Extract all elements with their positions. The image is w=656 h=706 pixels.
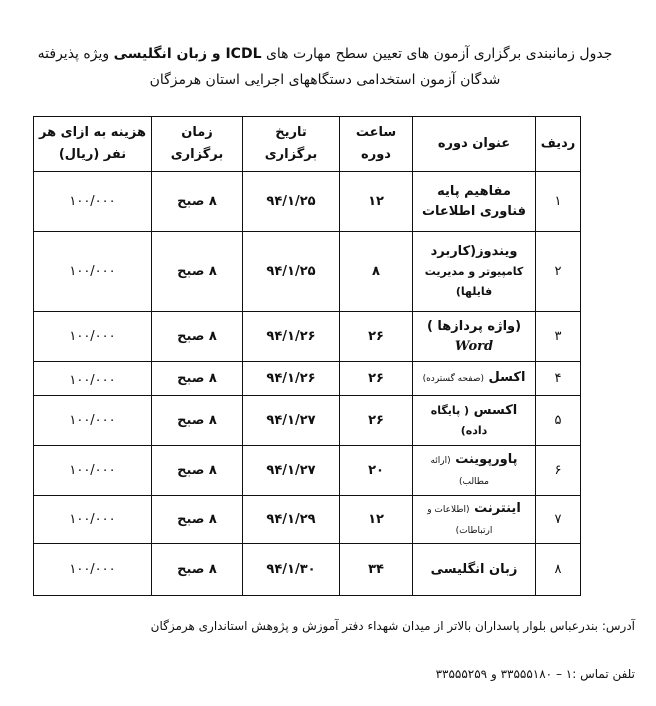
course-hours: ۳۴ [340, 544, 413, 596]
document-title-line-1 [20, 44, 630, 64]
course-cost: ۱۰۰/۰۰۰ [34, 232, 152, 312]
course-cost: ۱۰۰/۰۰۰ [34, 446, 152, 496]
table-row [34, 544, 581, 596]
course-cost: ۱۰۰/۰۰۰ [34, 312, 152, 362]
course-hours: ۱۲ [340, 172, 413, 232]
course-title: (واژه پردازها ) [426, 318, 522, 334]
header-course-hours: ساعت دوره [340, 117, 413, 172]
header-row-number: ردیف [536, 117, 581, 172]
course-title: ویندوز(کاربرد [430, 243, 518, 259]
course-title-note: (صفحه گسترده) [422, 374, 485, 384]
course-title-cell [413, 396, 536, 446]
row-number: ۸ [536, 544, 581, 596]
course-hours: ۲۶ [340, 396, 413, 446]
table-row [34, 362, 581, 396]
document-title-line-2: شدگان آزمون استخدامی دستگاههای اجرایی استان هرمزگان [149, 72, 501, 88]
course-hours: ۲۶ [340, 312, 413, 362]
course-time: ۸ صبح [152, 362, 243, 396]
row-number: ۱ [536, 172, 581, 232]
course-hours: ۸ [340, 232, 413, 312]
course-hours: ۲۰ [340, 446, 413, 496]
course-title-note: کامپیوتر و مدیریت فایلها) [424, 264, 524, 298]
course-date: ۹۴/۱/۲۶ [243, 312, 340, 362]
course-title: پاورپوینت [455, 451, 518, 467]
course-title: مفاهیم پایه فناوری اطلاعات [413, 172, 536, 232]
table-row [34, 312, 581, 362]
course-date: ۹۴/۱/۲۹ [243, 496, 340, 544]
course-time: ۸ صبح [152, 396, 243, 446]
table-row [34, 232, 581, 312]
course-cost: ۱۰۰/۰۰۰ [34, 496, 152, 544]
course-title: اکسس [473, 402, 518, 418]
course-cost: ۱۰۰/۰۰۰ [34, 362, 152, 396]
course-cost: ۱۰۰/۰۰۰ [34, 172, 152, 232]
header-date: تاریخ برگزاری [243, 117, 340, 172]
table-row [34, 496, 581, 544]
phone-text: تلفن تماس :۱ – ۳۳۵۵۵۱۸۰ و ۳۳۵۵۵۲۵۹ [435, 667, 635, 681]
title-text-part-1: جدول زمانبندی برگزاری آزمون های تعیین سطح مهارت های [265, 46, 613, 62]
table-row [34, 396, 581, 446]
course-date: ۹۴/۱/۳۰ [243, 544, 340, 596]
table-header-row [34, 117, 581, 172]
header-course-title: عنوان دوره [413, 117, 536, 172]
course-title-cell [413, 446, 536, 496]
course-cost: ۱۰۰/۰۰۰ [34, 544, 152, 596]
course-date: ۹۴/۱/۲۷ [243, 396, 340, 446]
course-time: ۸ صبح [152, 496, 243, 544]
course-date: ۹۴/۱/۲۵ [243, 232, 340, 312]
course-title: زبان انگلیسی [413, 544, 536, 596]
course-title: اکسل [488, 370, 526, 385]
course-hours: ۱۲ [340, 496, 413, 544]
row-number: ۷ [536, 496, 581, 544]
course-date: ۹۴/۱/۲۷ [243, 446, 340, 496]
course-date: ۹۴/۱/۲۶ [243, 362, 340, 396]
address-text: آدرس: بندرعباس بلوار پاسداران بالاتر از میدان شهداء دفتر آموزش و پژوهش استانداری هرمزگان [150, 619, 635, 633]
course-title-cell [413, 362, 536, 396]
course-time: ۸ صبح [152, 312, 243, 362]
course-hours: ۲۶ [340, 362, 413, 396]
course-title-note: ( پایگاه داده) [430, 403, 488, 437]
header-cost: هزینه به ازای هر نفر (ریال) [34, 117, 152, 172]
table-row [34, 446, 581, 496]
course-time: ۸ صبح [152, 544, 243, 596]
course-title-cell [413, 496, 536, 544]
course-title-cell [413, 232, 536, 312]
course-time: ۸ صبح [152, 172, 243, 232]
course-cost: ۱۰۰/۰۰۰ [34, 396, 152, 446]
row-number: ۳ [536, 312, 581, 362]
course-title-note: (ارائه مطالب) [430, 455, 490, 487]
course-time: ۸ صبح [152, 446, 243, 496]
course-title: اینترنت [474, 500, 521, 516]
row-number: ۵ [536, 396, 581, 446]
course-date: ۹۴/۱/۲۵ [243, 172, 340, 232]
course-title-note: Word [454, 338, 494, 354]
table-row [34, 172, 581, 232]
schedule-table [33, 116, 581, 596]
title-text-bold: ICDL و زبان انگلیسی [113, 46, 262, 62]
header-time: زمان برگزاری [152, 117, 243, 172]
row-number: ۶ [536, 446, 581, 496]
title-text-part-2: ویژه پذیرفته [37, 46, 110, 62]
course-title-cell [413, 312, 536, 362]
course-time: ۸ صبح [152, 232, 243, 312]
row-number: ۲ [536, 232, 581, 312]
row-number: ۴ [536, 362, 581, 396]
course-title-note: (اطلاعات و ارتباطات) [427, 504, 493, 536]
